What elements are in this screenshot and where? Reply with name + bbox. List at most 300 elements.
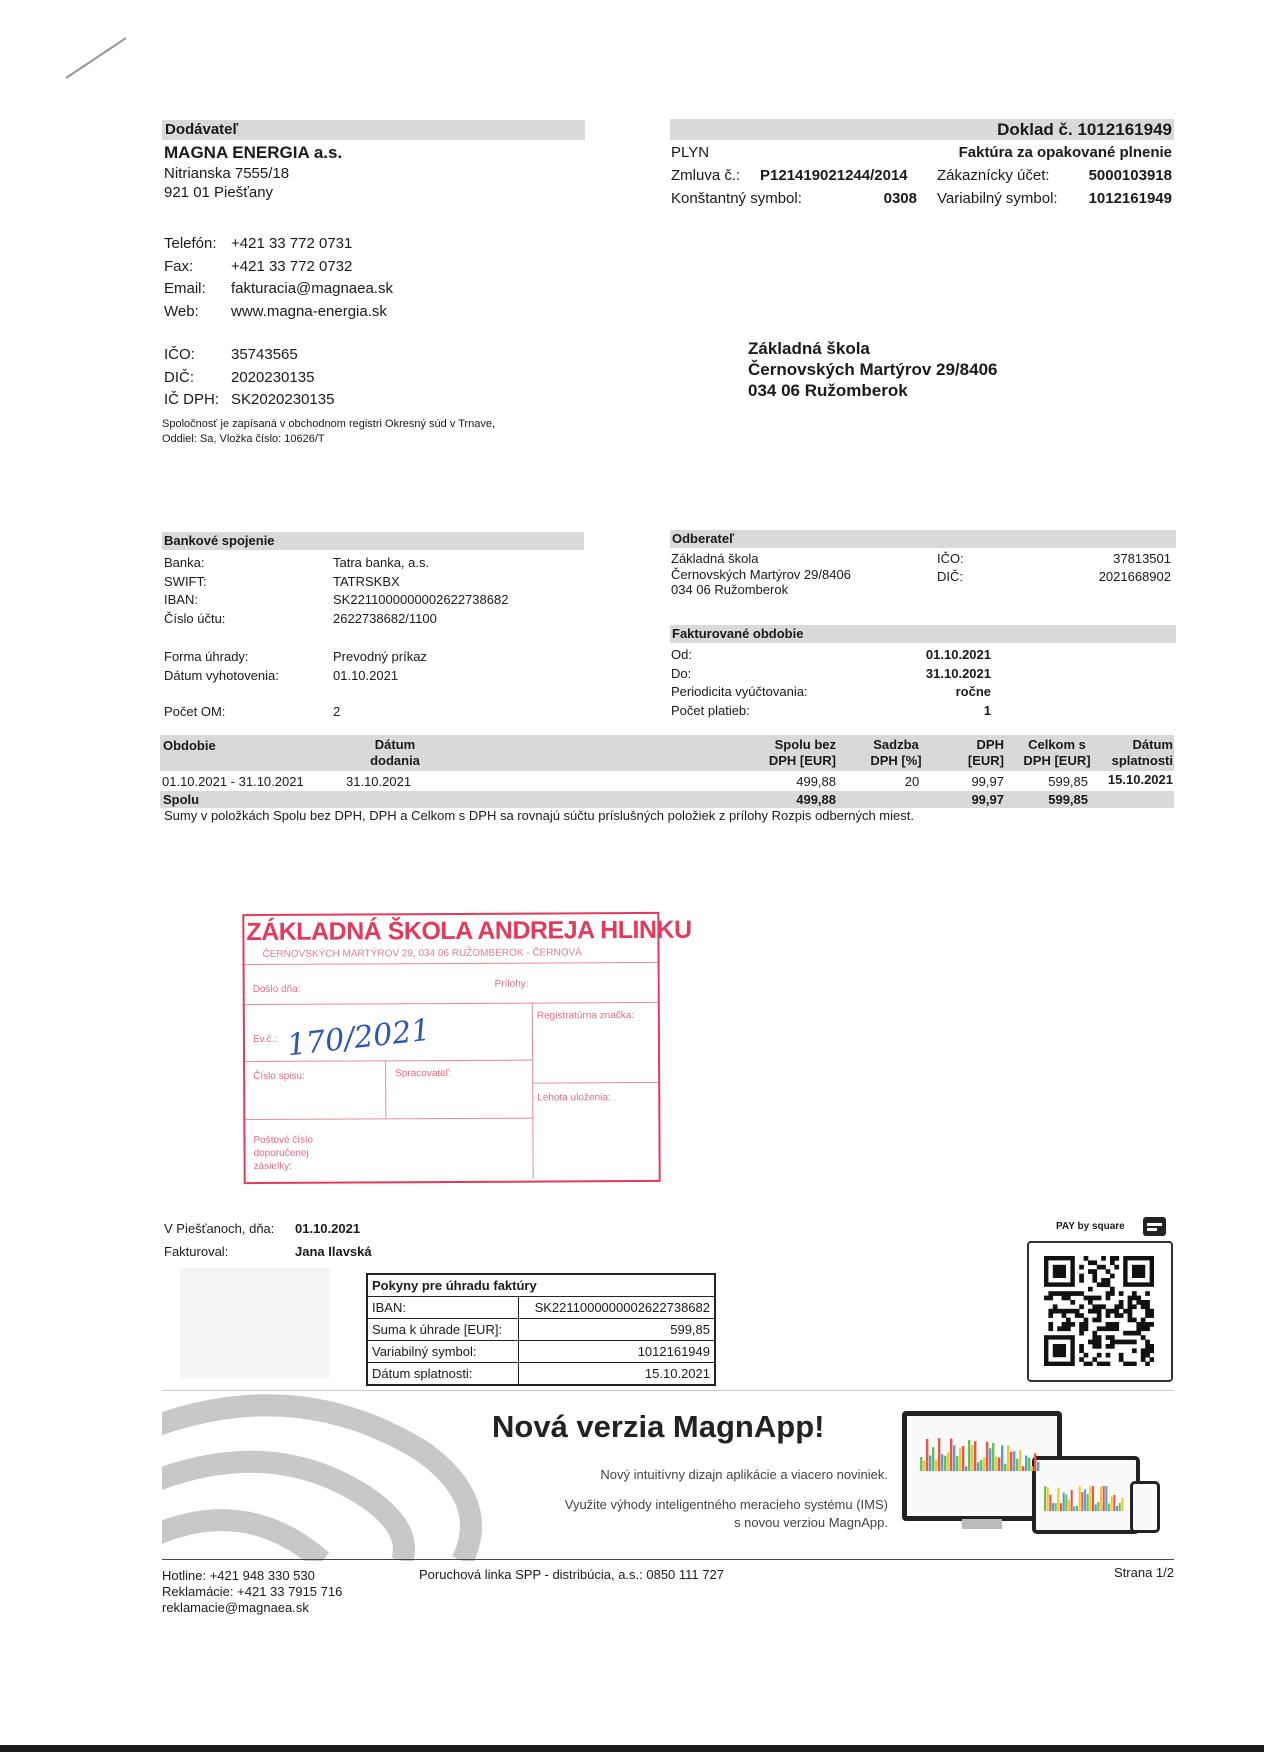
qr-module bbox=[1092, 1269, 1097, 1274]
screen-bar bbox=[959, 1448, 961, 1471]
invoiced-by: Jana Ilavská bbox=[295, 1244, 372, 1259]
summary-note: Sumy v položkách Spolu bez DPH, DPH a Celkom s DPH sa rovnajú súčtu príslušných položiek z prílohy Rozpis odberných miest. bbox=[164, 808, 914, 823]
payment-value: SK2211000000002622738682 bbox=[519, 1297, 715, 1319]
qr-module bbox=[1119, 1357, 1124, 1362]
customer-account-label: Zákaznícky účet: bbox=[937, 167, 1050, 184]
customer-dic-label: DIČ: bbox=[937, 569, 963, 584]
qr-module bbox=[1092, 1335, 1097, 1340]
qr-module bbox=[1119, 1304, 1124, 1309]
header-text: DPH bbox=[976, 737, 1004, 752]
qr-module bbox=[1110, 1335, 1115, 1340]
qr-module bbox=[1079, 1344, 1084, 1349]
stamp-subtitle: ČERNOVSKÝCH MARTÝROV 29, 034 06 RUŽOMBEROK - ČERNOVÁ bbox=[262, 947, 582, 960]
stamp-line-3 bbox=[245, 1060, 532, 1063]
contact-value: +421 33 772 0732 bbox=[231, 257, 353, 275]
contact-row bbox=[164, 301, 393, 324]
row-base: 499,88 bbox=[796, 774, 836, 789]
id-row bbox=[164, 389, 334, 412]
period-row bbox=[671, 683, 991, 702]
screen-bar bbox=[1028, 1458, 1030, 1471]
payment-label: Dátum splatnosti: bbox=[368, 1363, 519, 1385]
qr-module bbox=[1150, 1344, 1154, 1349]
qr-module bbox=[1110, 1287, 1115, 1292]
qr-module bbox=[1092, 1318, 1097, 1323]
period-value: 01.10.2021 bbox=[925, 647, 991, 662]
qr-module bbox=[1132, 1340, 1137, 1345]
stamp-line-1 bbox=[245, 962, 658, 965]
qr-module bbox=[1084, 1318, 1089, 1323]
screen-bar bbox=[920, 1457, 922, 1471]
qr-module bbox=[1123, 1309, 1128, 1314]
qr-module bbox=[1145, 1353, 1150, 1358]
qr-module bbox=[1088, 1269, 1093, 1274]
qr-module bbox=[1079, 1274, 1084, 1279]
qr-finder bbox=[1053, 1344, 1066, 1357]
qr-module bbox=[1136, 1300, 1141, 1305]
stamp-file-no: Číslo spisu: bbox=[253, 1070, 305, 1083]
qr-module bbox=[1106, 1362, 1111, 1366]
bank-row bbox=[164, 591, 508, 610]
footer-complaints: Reklamácie: +421 33 7915 716 bbox=[162, 1584, 343, 1599]
qr-module bbox=[1150, 1309, 1154, 1314]
stamp-postal-no: Poštové číslo doporučenej zásielky: bbox=[253, 1134, 313, 1173]
qr-module bbox=[1097, 1362, 1102, 1366]
qr-module bbox=[1084, 1362, 1089, 1366]
qr-module bbox=[1119, 1300, 1124, 1305]
summary-header-period: Obdobie bbox=[163, 738, 216, 753]
qr-module bbox=[1106, 1353, 1111, 1358]
banner bbox=[162, 1390, 1174, 1561]
period-label: Periodicita vyúčtovania: bbox=[671, 684, 808, 699]
qr-module bbox=[1079, 1326, 1084, 1331]
qr-module bbox=[1053, 1291, 1058, 1296]
qr-module bbox=[1145, 1309, 1150, 1314]
contact-value: www.magna-energia.sk bbox=[231, 302, 387, 320]
qr-module bbox=[1132, 1296, 1137, 1301]
qr-module bbox=[1075, 1309, 1080, 1314]
screen-bar bbox=[935, 1459, 937, 1471]
bank-label: Číslo účtu: bbox=[164, 611, 226, 627]
row-rate: 20 bbox=[904, 774, 920, 789]
screen-bar bbox=[1001, 1445, 1003, 1471]
screen-bar bbox=[1065, 1495, 1067, 1511]
customer-ico-label: IČO: bbox=[937, 551, 964, 566]
customer-line: Základná škola bbox=[671, 551, 759, 566]
qr-module bbox=[1136, 1322, 1141, 1327]
qr-module bbox=[1070, 1291, 1075, 1296]
screen-bar bbox=[1016, 1459, 1018, 1471]
qr-module bbox=[1097, 1344, 1102, 1349]
qr-module bbox=[1066, 1291, 1071, 1296]
stamp-registry-mark: Registratúrna značka: bbox=[536, 1010, 635, 1022]
qr-module bbox=[1106, 1291, 1111, 1296]
bank-value: SK2211000000002622738682 bbox=[333, 592, 509, 608]
screen-bar bbox=[1019, 1450, 1021, 1471]
header-text: Sadzba bbox=[873, 737, 919, 752]
chart-bars bbox=[902, 1411, 1162, 1531]
app-devices-illustration bbox=[902, 1411, 1172, 1551]
header-text: splatnosti bbox=[1111, 753, 1173, 768]
qr-module bbox=[1088, 1309, 1093, 1314]
screen-bar bbox=[1073, 1506, 1075, 1511]
contract-label: Zmluva č.: bbox=[671, 167, 741, 184]
period-row bbox=[671, 646, 991, 665]
qr-module bbox=[1092, 1260, 1097, 1265]
pay-by-square-label: PAY by square bbox=[1056, 1221, 1125, 1232]
qr-module bbox=[1110, 1256, 1115, 1261]
screen-bar bbox=[1037, 1462, 1039, 1471]
qr-module bbox=[1097, 1282, 1102, 1287]
qr-module bbox=[1141, 1357, 1146, 1362]
stamp-handler: Spracovateľ: bbox=[395, 1068, 452, 1080]
pen-mark bbox=[62, 34, 132, 89]
qr-module bbox=[1141, 1304, 1146, 1309]
qr-module bbox=[1110, 1322, 1115, 1327]
qr-module bbox=[1048, 1313, 1053, 1318]
header-text: DPH [EUR] bbox=[1023, 753, 1091, 768]
qr-module bbox=[1110, 1340, 1115, 1345]
qr-finder bbox=[1053, 1265, 1066, 1278]
qr-module bbox=[1101, 1362, 1106, 1366]
qr-module bbox=[1062, 1291, 1067, 1296]
qr-module bbox=[1114, 1322, 1119, 1327]
payment-label: Suma k úhrade [EUR]: bbox=[368, 1319, 519, 1341]
id-label: IČ DPH: bbox=[164, 391, 220, 408]
stamp-line-2 bbox=[245, 1002, 658, 1005]
header-text: DPH [EUR] bbox=[768, 753, 836, 768]
qr-module bbox=[1145, 1362, 1150, 1366]
row-total: 599,85 bbox=[1048, 774, 1088, 789]
screen-bar bbox=[947, 1453, 949, 1471]
invoiced-label: Fakturoval: bbox=[164, 1244, 229, 1259]
qr-module bbox=[1136, 1331, 1141, 1336]
period-rows bbox=[671, 646, 991, 720]
screen-bar bbox=[1071, 1490, 1073, 1511]
stamp-received: Došlo dňa: bbox=[252, 983, 301, 996]
qr-module bbox=[1075, 1291, 1080, 1296]
screen-bar bbox=[962, 1446, 964, 1471]
bank-value: 2622738682/1100 bbox=[333, 611, 437, 627]
screen-bar bbox=[1092, 1486, 1094, 1511]
screen-bar bbox=[968, 1440, 970, 1471]
qr-module bbox=[1106, 1326, 1111, 1331]
qr-module bbox=[1128, 1318, 1133, 1323]
bank-row bbox=[164, 554, 508, 573]
qr-module bbox=[1128, 1304, 1133, 1309]
banner-line2: Využite výhody inteligentného meracieho systému (IMS) bbox=[564, 1497, 888, 1512]
qr-module bbox=[1145, 1348, 1150, 1353]
qr-module bbox=[1062, 1296, 1067, 1301]
screen-bar bbox=[1007, 1445, 1009, 1471]
qr-module bbox=[1132, 1318, 1137, 1323]
qr-module bbox=[1062, 1313, 1067, 1318]
qr-module bbox=[1141, 1322, 1146, 1327]
footer-hotline: Hotline: +421 948 330 530 bbox=[162, 1568, 315, 1583]
payment-label: Dátum vyhotovenia: bbox=[164, 667, 279, 683]
qr-module bbox=[1048, 1296, 1053, 1301]
qr-module bbox=[1092, 1304, 1097, 1309]
bank-label: Banka: bbox=[164, 555, 205, 570]
supplier-contacts bbox=[164, 233, 393, 323]
qr-module bbox=[1106, 1313, 1111, 1318]
place-label: V Piešťanoch, dňa: bbox=[164, 1221, 275, 1236]
footer-divider bbox=[162, 1559, 1174, 1560]
qr-module bbox=[1097, 1353, 1102, 1358]
qr-module bbox=[1057, 1326, 1062, 1331]
qr-module bbox=[1097, 1313, 1102, 1318]
payment-table bbox=[368, 1275, 714, 1384]
payment-value: 01.10.2021 bbox=[333, 667, 399, 683]
screen-bar bbox=[1055, 1503, 1057, 1511]
period-value: 31.10.2021 bbox=[925, 665, 991, 681]
customer-account-value: 5000103918 bbox=[1088, 167, 1172, 184]
qr-module bbox=[1145, 1344, 1150, 1349]
qr-module bbox=[1084, 1326, 1089, 1331]
screen-bar bbox=[986, 1442, 988, 1471]
contact-value: fakturacia@magnaea.sk bbox=[231, 280, 393, 297]
qr-finder bbox=[1132, 1265, 1145, 1278]
qr-module bbox=[1114, 1326, 1119, 1331]
screen-bar bbox=[1095, 1504, 1097, 1511]
qr-module bbox=[1062, 1309, 1067, 1314]
qr-module bbox=[1106, 1335, 1111, 1340]
registry-stamp bbox=[242, 912, 692, 1184]
screen-bar bbox=[1063, 1493, 1065, 1511]
period-row bbox=[671, 665, 991, 684]
qr-module bbox=[1128, 1300, 1133, 1305]
recipient-line: Základná škola bbox=[748, 339, 870, 358]
screen-bar bbox=[932, 1447, 934, 1471]
supplier-header: Dodávateľ bbox=[162, 120, 585, 140]
qr-module bbox=[1110, 1260, 1115, 1265]
qr-module bbox=[1141, 1353, 1146, 1358]
screen-bar bbox=[977, 1462, 979, 1471]
summary-header-base bbox=[740, 737, 836, 769]
qr-module bbox=[1106, 1296, 1111, 1301]
qr-module bbox=[1132, 1331, 1137, 1336]
qr-module bbox=[1092, 1331, 1097, 1336]
bank-row bbox=[164, 610, 508, 629]
qr-module bbox=[1136, 1326, 1141, 1331]
contact-label: Telefón: bbox=[164, 235, 217, 252]
qr-module bbox=[1092, 1357, 1097, 1362]
qr-module bbox=[1145, 1304, 1150, 1309]
customer-address bbox=[671, 551, 851, 598]
screen-bar bbox=[944, 1456, 946, 1471]
qr-module bbox=[1128, 1340, 1133, 1345]
qr-module bbox=[1145, 1300, 1150, 1305]
qr-frame bbox=[1027, 1241, 1173, 1382]
qr-module bbox=[1119, 1340, 1124, 1345]
qr-module bbox=[1053, 1309, 1058, 1314]
total-base: 499,88 bbox=[796, 792, 836, 807]
qr-module bbox=[1141, 1300, 1146, 1305]
qr-module bbox=[1070, 1309, 1075, 1314]
qr-module bbox=[1092, 1278, 1097, 1283]
qr-module bbox=[1048, 1291, 1053, 1296]
qr-module bbox=[1106, 1278, 1111, 1283]
qr-module bbox=[1053, 1304, 1058, 1309]
qr-module bbox=[1101, 1326, 1106, 1331]
screen-bar bbox=[1076, 1506, 1078, 1511]
scan-edge bbox=[0, 1745, 1264, 1752]
qr-module bbox=[1145, 1291, 1150, 1296]
qr-module bbox=[1092, 1340, 1097, 1345]
contact-label: Fax: bbox=[164, 257, 194, 275]
qr-module bbox=[1066, 1322, 1071, 1327]
screen-bar bbox=[1105, 1486, 1107, 1511]
payment-table-row bbox=[368, 1297, 714, 1319]
screen-bar bbox=[923, 1460, 925, 1471]
qr-module bbox=[1106, 1344, 1111, 1349]
id-value: 2020230135 bbox=[231, 368, 315, 386]
qr-module bbox=[1150, 1348, 1154, 1353]
qr-module bbox=[1097, 1304, 1102, 1309]
qr-module bbox=[1084, 1296, 1089, 1301]
screen-bar bbox=[992, 1443, 994, 1471]
screen-bar bbox=[1097, 1502, 1099, 1511]
qr-module bbox=[1079, 1331, 1084, 1336]
payment-row bbox=[164, 648, 427, 667]
period-label: Do: bbox=[671, 665, 692, 681]
contact-value: +421 33 772 0731 bbox=[231, 235, 353, 252]
payment-instructions bbox=[366, 1273, 716, 1386]
qr-module bbox=[1066, 1296, 1071, 1301]
screen-bar bbox=[953, 1445, 955, 1471]
screen-bar bbox=[1047, 1487, 1049, 1511]
variable-symbol-value: 1012161949 bbox=[1088, 190, 1172, 207]
customer-line: Černovských Martýrov 29/8406 bbox=[671, 566, 851, 582]
registry-line: Oddiel: Sa, Vložka číslo: 10626/T bbox=[162, 433, 325, 445]
qr-module bbox=[1119, 1291, 1124, 1296]
qr-module bbox=[1079, 1265, 1084, 1270]
qr-module bbox=[1128, 1296, 1133, 1301]
document-number: Doklad č. 1012161949 bbox=[670, 119, 1174, 140]
supplier-ids bbox=[164, 344, 334, 412]
header-text: dodania bbox=[370, 753, 420, 768]
qr-module bbox=[1101, 1265, 1106, 1270]
summary-header-total bbox=[1012, 737, 1102, 769]
customer-ico-value: 37813501 bbox=[1113, 551, 1171, 566]
qr-module bbox=[1088, 1362, 1093, 1366]
qr-module bbox=[1136, 1296, 1141, 1301]
screen-bar bbox=[1013, 1451, 1015, 1471]
screen-bar bbox=[1052, 1503, 1054, 1511]
bank-header: Bankové spojenie bbox=[162, 532, 584, 550]
screen-bar bbox=[980, 1460, 982, 1471]
screen-bar bbox=[938, 1438, 940, 1471]
qr-module bbox=[1106, 1309, 1111, 1314]
recipient-line: Černovských Martýrov 29/8406 bbox=[748, 360, 998, 379]
screen-bar bbox=[1119, 1503, 1121, 1511]
qr-module bbox=[1088, 1300, 1093, 1305]
screen-bar bbox=[929, 1455, 931, 1471]
contact-row bbox=[164, 233, 393, 256]
qr-module bbox=[1070, 1322, 1075, 1327]
screen-bar bbox=[983, 1457, 985, 1471]
qr-module bbox=[1141, 1326, 1146, 1331]
qr-module bbox=[1097, 1335, 1102, 1340]
contact-row bbox=[164, 256, 393, 279]
id-row bbox=[164, 344, 334, 367]
id-row bbox=[164, 367, 334, 390]
period-value: ročne bbox=[955, 684, 991, 699]
bank-row bbox=[164, 573, 508, 592]
period-label: Od: bbox=[671, 647, 692, 662]
qr-module bbox=[1150, 1313, 1154, 1318]
qr-code bbox=[1044, 1256, 1154, 1366]
qr-module bbox=[1057, 1291, 1062, 1296]
stamp-attachments: Prílohy: bbox=[494, 978, 529, 990]
qr-module bbox=[1084, 1322, 1089, 1327]
qr-module bbox=[1057, 1309, 1062, 1314]
screen-bar bbox=[1057, 1488, 1059, 1511]
id-label: DIČ: bbox=[164, 368, 194, 386]
screen-bar bbox=[1004, 1464, 1006, 1471]
screen-bar bbox=[1103, 1486, 1105, 1511]
qr-module bbox=[1141, 1348, 1146, 1353]
qr-module bbox=[1092, 1296, 1097, 1301]
contact-label: Email: bbox=[164, 280, 206, 297]
qr-module bbox=[1114, 1313, 1119, 1318]
qr-module bbox=[1092, 1309, 1097, 1314]
summary-header-vat bbox=[940, 737, 1004, 769]
qr-module bbox=[1145, 1326, 1150, 1331]
supplier-city: 921 01 Piešťany bbox=[164, 184, 274, 201]
recipient-address bbox=[748, 338, 997, 401]
qr-module bbox=[1048, 1309, 1053, 1314]
supplier-name: MAGNA ENERGIA a.s. bbox=[164, 143, 343, 162]
customer-line: 034 06 Ružomberok bbox=[671, 582, 789, 597]
qr-module bbox=[1048, 1322, 1053, 1327]
stamp-retention: Lehota uloženia: bbox=[537, 1092, 611, 1104]
qr-module bbox=[1141, 1335, 1146, 1340]
qr-module bbox=[1150, 1357, 1154, 1362]
qr-module bbox=[1114, 1304, 1119, 1309]
qr-module bbox=[1079, 1348, 1084, 1353]
qr-module bbox=[1079, 1322, 1084, 1327]
qr-module bbox=[1141, 1318, 1146, 1323]
qr-module bbox=[1106, 1282, 1111, 1287]
screen-bar bbox=[1060, 1503, 1062, 1511]
screen-bar bbox=[1116, 1506, 1118, 1511]
screen-bar bbox=[1100, 1486, 1102, 1511]
variable-symbol-label: Variabilný symbol: bbox=[937, 190, 1058, 207]
total-total: 599,85 bbox=[1048, 792, 1088, 807]
place-date: 01.10.2021 bbox=[295, 1221, 361, 1236]
qr-module bbox=[1088, 1296, 1093, 1301]
bank-value: TATRSKBX bbox=[333, 573, 400, 589]
qr-module bbox=[1110, 1291, 1115, 1296]
payment-label: Variabilný symbol: bbox=[368, 1341, 519, 1363]
qr-module bbox=[1114, 1265, 1119, 1270]
screen-bar bbox=[1089, 1486, 1091, 1511]
constant-symbol-value: 0308 bbox=[883, 190, 917, 207]
qr-module bbox=[1088, 1340, 1093, 1345]
payment-table-row bbox=[368, 1363, 714, 1385]
qr-module bbox=[1097, 1326, 1102, 1331]
qr-module bbox=[1114, 1256, 1119, 1261]
total-vat: 99,97 bbox=[971, 792, 1004, 807]
qr-module bbox=[1101, 1278, 1106, 1283]
screen-bar bbox=[956, 1456, 958, 1471]
summary-header-due bbox=[1100, 737, 1173, 769]
payment-label: Forma úhrady: bbox=[164, 649, 249, 664]
qr-module bbox=[1123, 1331, 1128, 1336]
qr-module bbox=[1114, 1309, 1119, 1314]
qr-module bbox=[1110, 1326, 1115, 1331]
header-text: Dátum bbox=[374, 737, 416, 752]
